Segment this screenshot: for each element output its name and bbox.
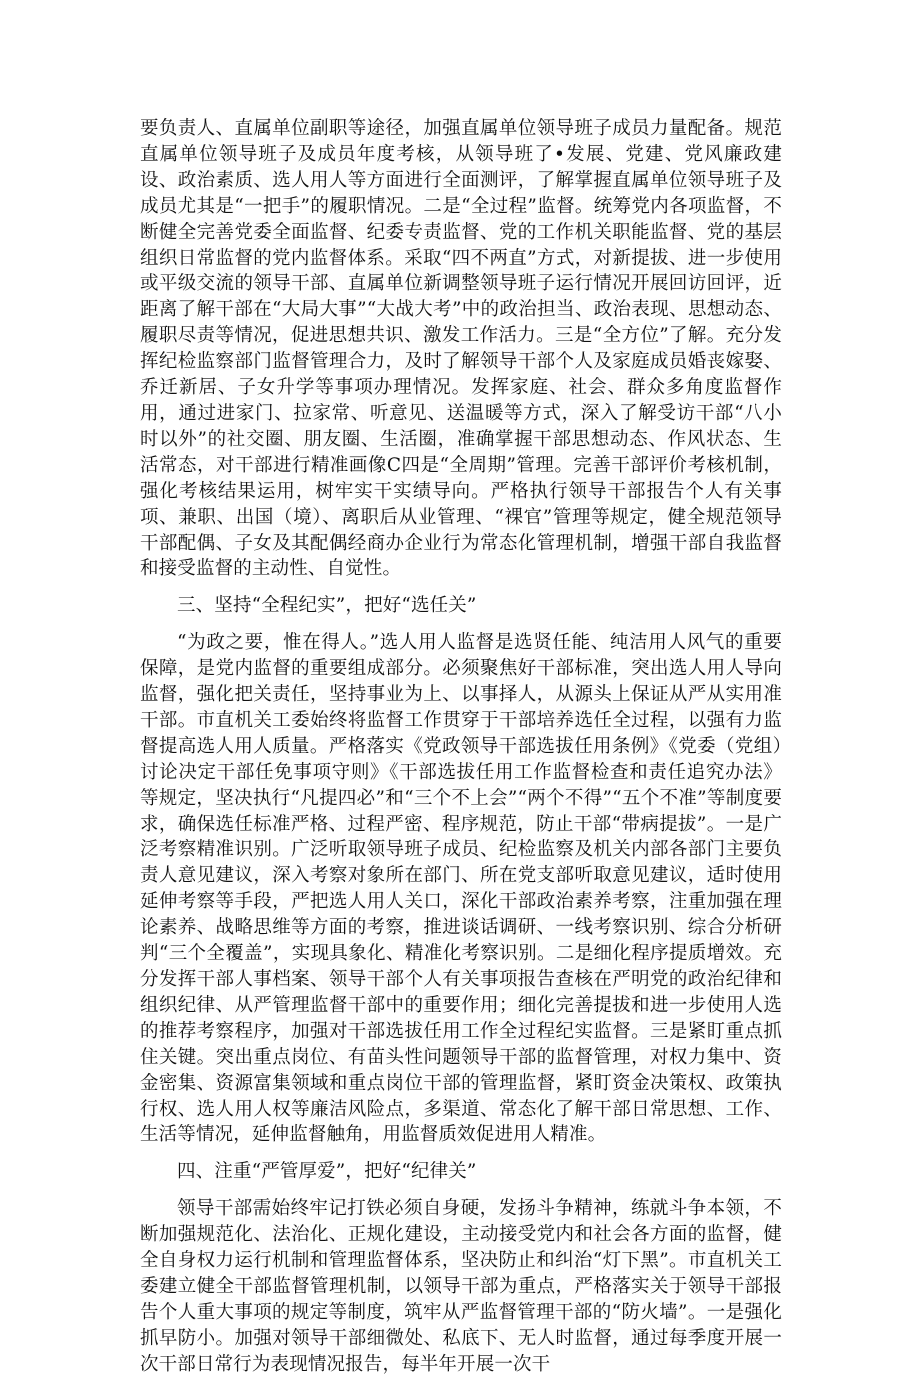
section-heading-4: 四、注重“严管厚爱”，把好“纪律关”: [177, 1161, 477, 1183]
paragraph-section-4: 领导干部需始终牢记打铁必须自身硬，发扬斗争精神，练就斗争本领，不断加强规范化、法治化、正规化建设，主动接受党内和社会各方面的监督，健全自身权力运行机制和管理监督体系，坚决防止和纠治“灯下黑”。市直机关工委建立健全干部监督管理机制，以领导干部为重点，严格落实关于领导干部报告个人重大事项的规定等制度，筑牢从严监督管理干部的“防火墙”。一是强化抓早防小。加强对领导干部细微处、私底下、无人时监督，通过每季度开展一次干部日常行为表现情况报告，每半年开展一次干: [140, 1198, 782, 1375]
paragraph-section-3: “为政之要，惟在得人。”选人用人监督是选贤任能、纯洁用人风气的重要保障，是党内监督的重要组成部分。必须聚焦好干部标准，突出选人用人导向监督，强化把关责任，坚持事业为上、以事择人，从源头上保证从严从实用准干部。市直机关工委始终将监督工作贯穿于干部培养选任全过程，以强有力监督提高选人用人质量。严格落实《党政领导干部选拔任用条例》《党委（党组）讨论决定干部任免事项守则》《干部选拔任用工作监督检查和责任追究办法》等规定，坚决执行“凡提四必”和“三个不上会”“两个不得”“五个不准”等制度要求，确保选任标准严格、过程严密、程序规范，防止干部“带病提拔”。一是广泛考察精准识别。广泛听取领导班子成员、纪检监察及机关内部各部门主要负责人意见建议，深入考察对象所在部门、所在党支部听取意见建议，适时使用延伸考察等手段，严把选人用人关口，深化干部政治素养考察，注重加强在理论素养、战略思维等方面的考察，推进谈话调研、一线考察识别、综合分析研判“三个全覆盖”，实现具象化、精准化考察识别。二是细化程序提质增效。充分发挥干部人事档案、领导干部个人有关事项报告查核在严明党的政治纪律和组织纪律、从严管理监督干部中的重要作用；细化完善提拔和进一步使用人选的推荐考察程序，加强对干部选拔任用工作全过程纪实监督。三是紧盯重点抓住关键。突出重点岗位、有苗头性问题领导干部的监督管理，对权力集中、资金密集、资源富集领域和重点岗位干部的管理监督，紧盯资金决策权、政策执行权、选人用人权等廉洁风险点，多渠道、常态化了解干部日常思想、工作、生活等情况，延伸监督触角，用监督质效促进用人精准。: [140, 632, 782, 1146]
paragraph-continuation: 要负责人、直属单位副职等途径，加强直属单位领导班子成员力量配备。规范直属单位领导班子及成员年度考核，从领导班了•发展、党建、党风廉政建设、政治素质、选人用人等方面进行全面测评，了解掌握直属单位领导班子及成员尤其是“一把手”的履职情况。二是“全过程”监督。统筹党内各项监督，不断健全完善党委全面监督、纪委专责监督、党的工作机关职能监督、党的基层组织日常监督的党内监督体系。采取“四不两直”方式，对新提拔、进一步使用或平级交流的领导干部、直属单位新调整领导班子运行情况开展回访回评，近距离了解干部在“大局大事”“大战大考”中的政治担当、政治表现、思想动态、履职尽责等情况，促进思想共识、激发工作活力。三是“全方位”了解。充分发挥纪检监察部门监督管理合力，及时了解领导干部个人及家庭成员婚丧嫁娶、乔迁新居、子女升学等事项办理情况。发挥家庭、社会、群众多角度监督作用，通过进家门、拉家常、听意见、送温暖等方式，深入了解受访干部“八小时以外”的社交圈、朋友圈、生活圈，准确掌握干部思想动态、作风状态、生活常态，对干部进行精准画像C四是“全周期”管理。完善干部评价考核机制，强化考核结果运用，树牢实干实绩导向。严格执行领导干部报告个人有关事项、兼职、出国（境）、离职后从业管理、“裸官”管理等规定，健全规范领导干部配偶、子女及其配偶经商办企业行为常态化管理机制，增强干部自我监督和接受监督的主动性、自觉性。: [140, 118, 782, 580]
document-body: [140, 116, 782, 1378]
section-heading-3: 三、坚持“全程纪实”，把好“选任关”: [177, 595, 477, 617]
